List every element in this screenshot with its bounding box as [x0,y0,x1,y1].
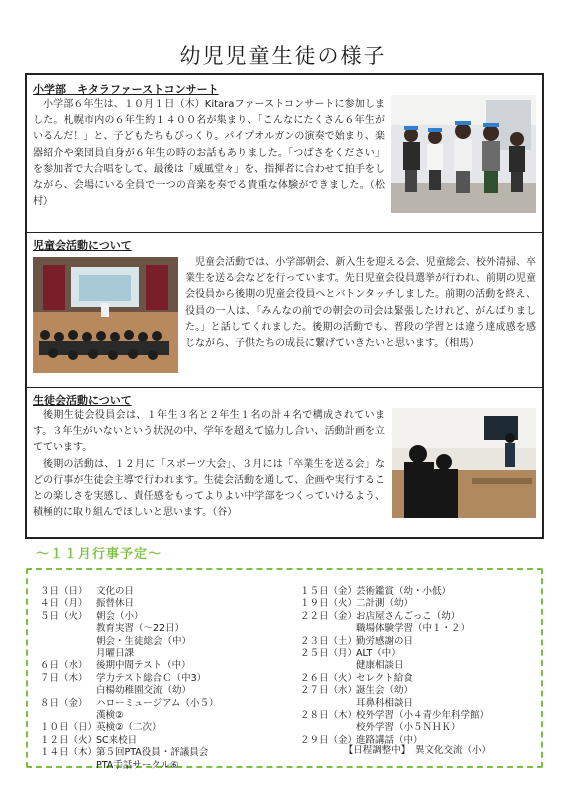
schedule-date: ２７日（水） [300,685,358,697]
schedule-event: お店屋さんごっこ（幼） [356,610,461,622]
schedule-row [300,586,489,598]
schedule-date: ２５日（月） [300,648,358,660]
section-heading: 生徒会活動について [33,394,132,407]
schedule-event: 白楊幼稚園交流（幼） [96,685,192,697]
schedule-event: 後期中間テスト（中） [96,660,191,672]
schedule-title: ～１１月行事予定～ [36,547,163,562]
schedule-row [300,598,489,610]
schedule-event: 校外学習（小５ＮＨＫ） [356,722,461,734]
schedule-row [40,747,218,759]
schedule-event: 芸術鑑賞（幼・小低） [356,586,452,597]
schedule-row [40,685,218,697]
schedule-date [40,648,96,660]
schedule-event: 二計測（幼） [356,598,414,610]
schedule-row [40,636,218,648]
schedule-note: 【日程調整中】 異文化交流（小） [343,745,491,756]
schedule-event: 耳鼻科相談日 [356,697,414,709]
section-body [33,408,385,521]
schedule-row [300,710,489,722]
schedule-box [26,568,543,771]
schedule-event: 月曜日課 [96,648,135,660]
schedule-row [300,623,489,635]
schedule-date: ５日（火） [40,610,88,622]
schedule-row [40,760,218,772]
schedule-row [300,648,489,660]
articles-frame [25,73,544,539]
concert-students-photo [391,95,536,213]
section-concert [27,75,542,233]
schedule-event: 振替休日 [96,598,135,610]
schedule-date [300,660,356,672]
schedule-date: ６日（水） [40,660,88,672]
schedule-row [300,636,489,648]
schedule-row [40,586,218,598]
schedule-row [40,698,218,710]
schedule-row [40,735,218,747]
schedule-row [40,598,218,610]
schedule-event: ハローミュージアム（小５） [96,697,219,709]
schedule-date: ２３日（土） [300,635,358,647]
paragraph: 児童会活動では、小学部朝会、新入生を迎える会、児童総会、校外清掃、卒業生を送る会などを行っています。先日児童会役員選挙が行われ、前期の児童会役員から後期の児童会役員へとバトンタッチしました。前期の活動を終え、役員の一人は、「みんなの前での朝会の司会は緊張したけれど、がんばりました。」と話してくれました。後期の活動でも、普段の学習とは違う達成感を感じながら、子供たちの成長に繋げていきたいと思います。（相馬） [185,257,536,350]
schedule-date: １５日（金） [300,586,358,597]
schedule-event: 校外学習（小４青少年科学館） [356,710,490,722]
schedule-row [40,673,218,685]
schedule-event: 学力テスト総合Ｃ（中3） [96,672,207,684]
schedule-date: １４日（木） [40,747,98,759]
schedule-event: ALT（中） [356,648,401,660]
schedule-date [40,636,96,648]
schedule-date [40,685,96,697]
assembly-photo [33,257,178,373]
section-body [185,255,536,352]
schedule-date: ７日（木） [40,672,88,684]
schedule-event: SC来校日 [96,734,138,746]
schedule-event: 誕生会（幼） [356,685,414,697]
schedule-date: １０日（日） [40,722,98,734]
schedule-date: ８日（金） [40,697,88,709]
schedule-row [300,722,489,734]
schedule-event: 朝会（小） [96,610,144,622]
schedule-left-column [40,586,218,772]
schedule-row [40,660,218,672]
schedule-row [300,685,489,697]
schedule-date: ２２日（金） [300,610,358,622]
meeting-photo [392,408,536,518]
page-title: 幼児児童生徒の様子 [179,44,387,68]
schedule-row [300,660,489,672]
schedule-date [300,722,356,734]
schedule-date [300,623,356,635]
schedule-event: 英検②（二次） [96,722,162,734]
schedule-row [40,710,218,722]
paragraph: 後期の活動は、１２月に「スポーツ大会」、３月には「卒業生を送る会」などの行事が生徒会主導で行われます。生徒会活動を通して、企画や実行することの楽しさを実感し、責任感をもってよりよい中学部をつくっていけるよう、積極的に取り組んでほしいと思います。（谷） [33,458,385,519]
paragraph: 後期生徒会役員会は、１年生３名と２年生１名の計４名で構成されています。３年生がいないという状況の中、学年を超えて協力し合い、活動計画を立てています。 [33,410,385,454]
section-student-council-elementary [27,233,542,388]
section-body [33,97,385,210]
schedule-row [300,698,489,710]
schedule-date [40,623,96,635]
schedule-row [40,648,218,660]
schedule-event: 勤労感謝の日 [356,635,414,647]
schedule-event: PTA手話サークル⑥ [96,759,179,771]
schedule-row [300,673,489,685]
schedule-date [40,710,96,722]
section-student-council-junior [27,388,542,537]
schedule-event: 健康相談日 [356,660,404,672]
paragraph: 小学部６年生は、１０月１日（木）Kitaraファーストコンサートに参加しました。札幌市内の６年生約１４００名が集まり、「こんなにたくさん６年生がいるんだ！」と、子どもたちもびっくり。パイプオルガンの演奏で始まり、楽器紹介や楽団員自身が６年生の時のお話もありました。「つばさをください」を参加者で大合唱をして、最後は「威風堂々」を、指揮者に合わせて拍手をしながら、会場にいる全員で一つの音楽を奏でる貴重な体験ができました。（松村） [33,99,385,208]
schedule-row [300,611,489,623]
schedule-row [40,722,218,734]
schedule-event: 漢検② [96,710,124,722]
schedule-right-column [300,586,489,747]
schedule-row [40,623,218,635]
schedule-event: 文化の日 [96,586,135,597]
schedule-event: 第５回PTA役員・評議員会 [96,747,209,759]
schedule-date: １２日（火） [40,734,98,746]
schedule-date [300,698,356,710]
schedule-event: 進路講話（中） [356,734,423,746]
section-heading: 児童会活動について [33,239,132,252]
schedule-event: セレクト給食 [356,672,413,684]
schedule-event: 職場体験学習（中１・２） [356,623,471,635]
schedule-event: 教育実習（～22日） [96,623,185,635]
schedule-date: ２６日（火） [300,672,358,684]
schedule-date: ２８日（木） [300,710,358,722]
schedule-date [40,760,96,772]
schedule-event: 朝会・生徒総会（中） [96,635,192,647]
section-heading: 小学部 キタラファーストコンサート [33,83,219,96]
schedule-date: ４日（月） [40,598,88,610]
schedule-row [40,611,218,623]
schedule-date: １９日（火） [300,598,358,610]
schedule-date: ３日（日） [40,586,88,597]
schedule-date: ２９日（金） [300,734,358,746]
